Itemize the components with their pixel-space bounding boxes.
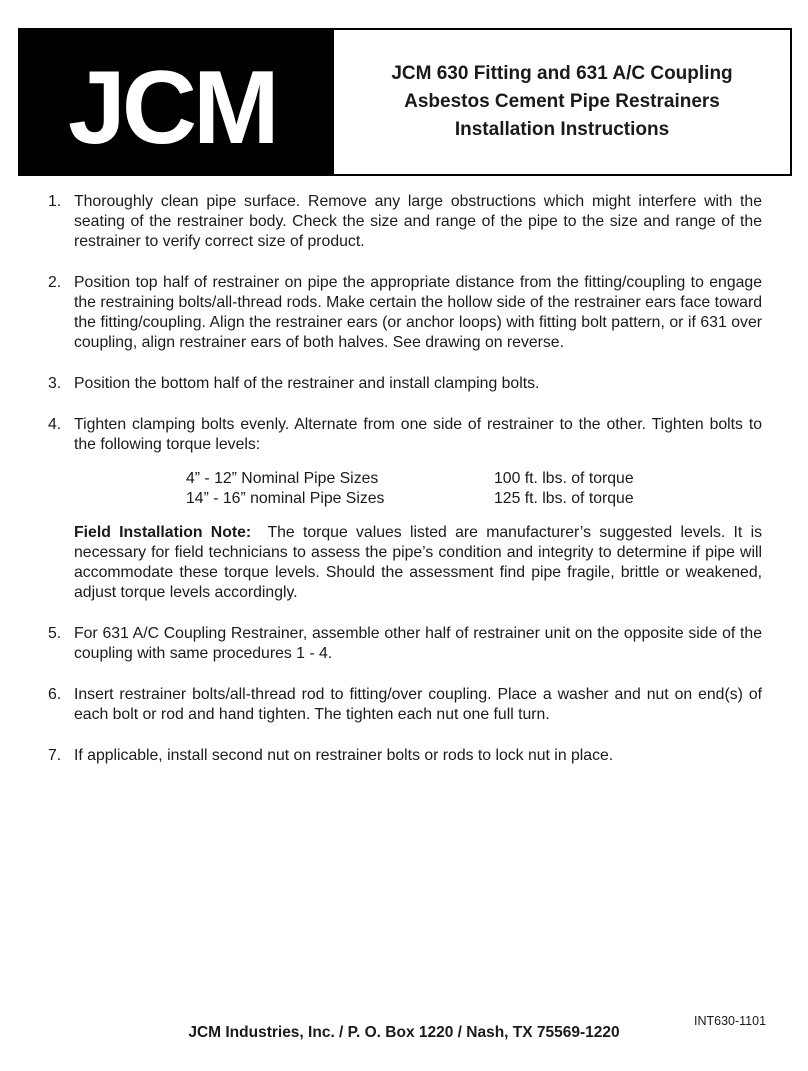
step-number: 2. — [48, 274, 62, 291]
step-text: Thoroughly clean pipe surface. Remove any large obstructions which might interfere with the seating of the restrainer body. Check the size and range of the pipe to the size and range of the restrainer to verify correct size of product. — [74, 193, 762, 250]
step-text: If applicable, install second nut on restrainer bolts or rods to lock nut in place. — [74, 747, 614, 764]
title-line-1: JCM 630 Fitting and 631 A/C Coupling — [391, 63, 733, 84]
step-4 — [48, 415, 762, 455]
jcm-logo — [18, 28, 332, 176]
note-text: The torque values listed are manufacturer’s suggested levels. It is necessary for field technicians to assess the pipe’s condition and integrity to determine if pipe will accommodate these torque levels. Should the assessment find pipe fragile, brittle or weakened, adjust torque levels accordingly. — [74, 524, 762, 601]
step-number: 6. — [48, 686, 62, 703]
torque-value: 100 ft. lbs. of torque — [494, 470, 634, 487]
step-number: 5. — [48, 625, 62, 642]
torque-value: 125 ft. lbs. of torque — [494, 490, 634, 507]
torque-table — [48, 469, 762, 509]
field-installation-note — [48, 523, 762, 603]
title-line-3: Installation Instructions — [454, 119, 670, 140]
instructions — [48, 192, 762, 766]
step-3 — [48, 374, 762, 394]
step-text: Position top half of restrainer on pipe the appropriate distance from the fitting/coupling to engage the restraining bolts/all-thread rods. Make certain the hollow side of the restrainer ears face toward the fitting/coupling. Align the restrainer ears (or anchor loops) with fitting bolt pattern, or if 631 over coupling, align restrainer ears of both halves. See drawing on reverse. — [74, 274, 762, 351]
step-text: Tighten clamping bolts evenly. Alternate from one side of restrainer to the other. Tighten bolts to the following torque levels: — [74, 416, 762, 453]
step-number: 4. — [48, 416, 62, 433]
title-line-2: Asbestos Cement Pipe Restrainers — [404, 91, 720, 112]
header — [18, 28, 792, 176]
step-number: 1. — [48, 193, 62, 210]
step-text: Insert restrainer bolts/all-thread rod to fitting/over coupling. Place a washer and nut on end(s) of each bolt or rod and hand tighten. The tighten each nut one full turn. — [74, 686, 762, 723]
step-7 — [48, 746, 762, 766]
torque-row — [186, 469, 686, 489]
torque-row — [186, 489, 686, 509]
pipe-size: 14” - 16” nominal Pipe Sizes — [186, 490, 385, 507]
step-6 — [48, 685, 762, 725]
step-2 — [48, 273, 762, 353]
step-text: Position the bottom half of the restrainer and install clamping bolts. — [74, 375, 540, 392]
step-1 — [48, 192, 762, 252]
title-box — [332, 28, 792, 176]
footer-address: JCM Industries, Inc. / P. O. Box 1220 / Nash, TX 75569-1220 — [188, 1024, 620, 1041]
step-number: 7. — [48, 747, 62, 764]
pipe-size: 4” - 12” Nominal Pipe Sizes — [186, 470, 379, 487]
step-5 — [48, 624, 762, 664]
logo-text: JCM — [68, 50, 276, 166]
note-label: Field Installation Note: — [74, 524, 252, 541]
step-text: For 631 A/C Coupling Restrainer, assemble other half of restrainer unit on the opposite side of the coupling with same procedures 1 - 4. — [74, 625, 762, 662]
document-code: INT630-1101 — [694, 1014, 767, 1028]
step-number: 3. — [48, 375, 62, 392]
